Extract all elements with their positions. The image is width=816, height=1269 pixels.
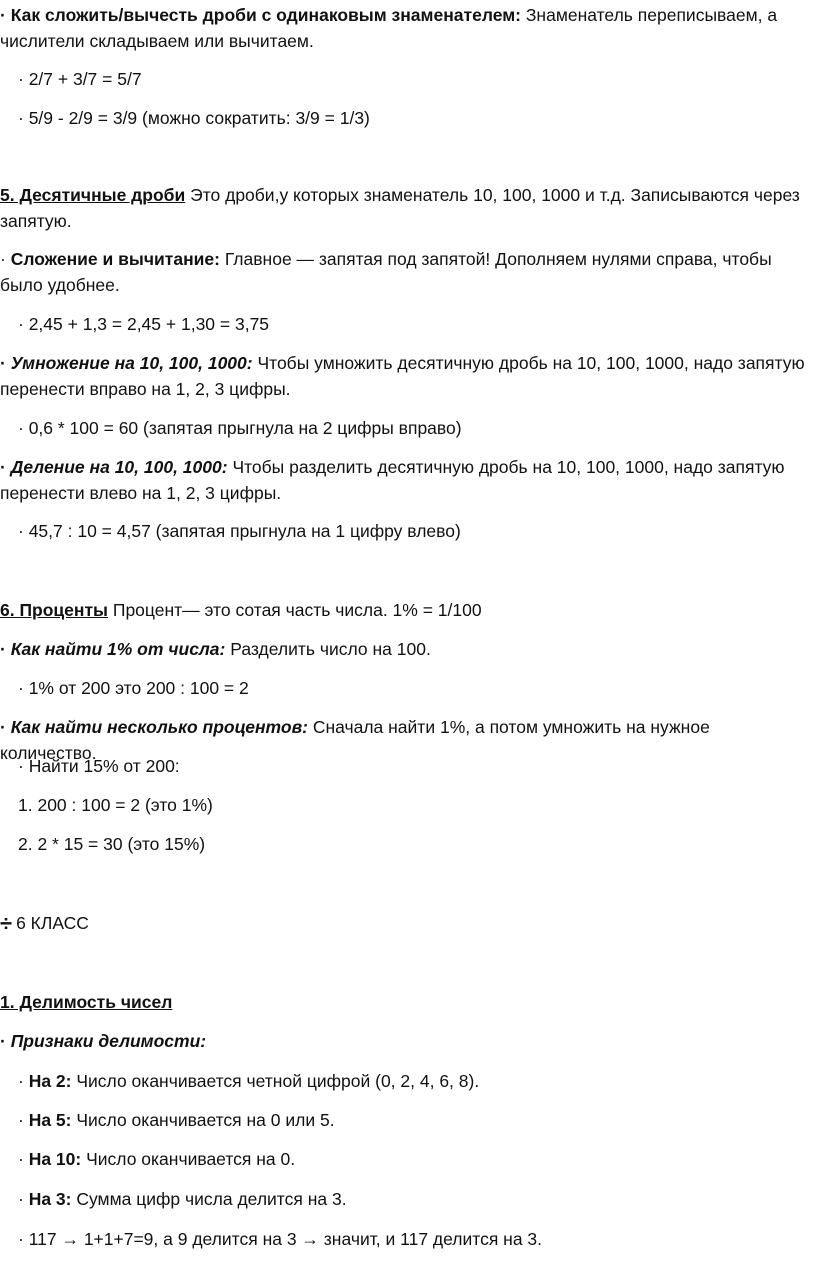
bullet: · [18,1071,29,1091]
grade-heading [0,910,806,937]
paragraph-decimal-multiplication [0,350,806,402]
rule-text: Число оканчивается на 0 или 5. [71,1110,335,1130]
paragraph-decimal-addition [0,246,806,298]
paragraph-decimal-division [0,454,806,506]
example-divisible-by-3: · 117 → 1+1+7=9, а 9 делится на 3 → значит, и 117 делится на 3. [18,1229,543,1249]
rule-divisible-by-2 [18,1068,808,1094]
bullet: · [0,353,11,373]
rule-divisible-by-10 [18,1146,808,1172]
rule-label: На 2: [28,1071,72,1091]
example-decimal-multiplication: · 0,6 * 100 = 60 (запятая прыгнула на 2 цифры вправо) [18,418,462,438]
rule-divisible-by-3 [18,1186,808,1212]
rules-label: Признаки делимости: [10,1031,207,1051]
section-heading: 6. Проценты [0,600,108,620]
rule-text: Разделить число на 100. [225,639,431,659]
rule-text: Чтобы умножить десятичную дробь на 10, 100, 1000, надо запятую перенести вправо на 1, 2, 3 цифры. [0,353,805,399]
example-one-percent: · 1% от 200 это 200 : 100 = 2 [18,678,249,698]
rule-label: Умножение на 10, 100, 1000: [10,353,253,373]
rule-label: Как найти несколько процентов: [10,717,308,737]
bullet: · [18,1110,29,1130]
example-fraction-add: · 2/7 + 3/7 = 5/7 [18,69,142,89]
rule-text: Число оканчивается четной цифрой (0, 2, 4, 6, 8). [71,1071,480,1091]
section-percents [0,597,806,623]
example-decimal-division: · 45,7 : 10 = 4,57 (запятая прыгнула на 1 цифру влево) [18,521,461,541]
division-sign-icon: ÷ [0,911,13,936]
paragraph-one-percent [0,636,806,662]
rule-heading: Как сложить/вычесть дроби с одинаковым знаменателем: [10,5,521,25]
example-step-2: 2. 2 * 15 = 30 (это 15%) [18,834,206,854]
bullet: · [0,457,11,477]
section-heading: 1. Делимость чисел [0,992,173,1012]
section-text: Процент— это сотая часть числа. 1% = 1/100 [108,600,482,620]
rule-label: На 10: [28,1149,82,1169]
rule-text: Знаменатель переписываем, а числители складываем или вычитаем. [0,5,778,51]
bullet: · [0,249,11,269]
section-text: Это дроби,у которых знаменатель 10, 100, 1000 и т.д. Записываются через запятую. [0,185,800,231]
section-heading: 5. Десятичные дроби [0,185,186,205]
bullet: · [18,1149,29,1169]
rule-label: Сложение и вычитание: [10,249,220,269]
bullet: · [0,717,11,737]
example-several-percent: · Найти 15% от 200: [18,756,180,776]
rule-divisible-by-5 [18,1107,808,1133]
rule-text: Сумма цифр числа делится на 3. [71,1189,347,1209]
bullet: · [18,1189,29,1209]
example-step-1: 1. 200 : 100 = 2 (это 1%) [18,795,213,815]
example-fraction-subtract: · 5/9 - 2/9 = 3/9 (можно сократить: 3/9 = 1/3) [18,108,370,128]
example-decimal-addition: · 2,45 + 1,3 = 2,45 + 1,30 = 3,75 [18,314,270,334]
bullet: · [0,1031,11,1051]
bullet: · [0,5,11,25]
section-divisibility [0,989,806,1015]
paragraph-divisibility-rules [0,1028,806,1054]
rule-text: Чтобы разделить десятичную дробь на 10, 100, 1000, надо запятую перенести влево на 1, 2, 3 цифры. [0,457,785,503]
rule-text: Сначала найти 1%, а потом умножить на нужное количество. [0,717,710,763]
grade-title: 6 КЛАСС [16,913,89,933]
section-decimals [0,182,806,234]
rule-text: Число оканчивается на 0. [81,1149,296,1169]
rule-label: На 3: [28,1189,72,1209]
rule-text: Главное — запятая под запятой! Дополняем нулями справа, чтобы было удобнее. [0,249,772,295]
bullet: · [0,639,11,659]
rule-label: На 5: [28,1110,72,1130]
rule-label: Деление на 10, 100, 1000: [10,457,228,477]
rule-label: Как найти 1% от числа: [10,639,226,659]
paragraph-fractions-rule [0,2,806,54]
